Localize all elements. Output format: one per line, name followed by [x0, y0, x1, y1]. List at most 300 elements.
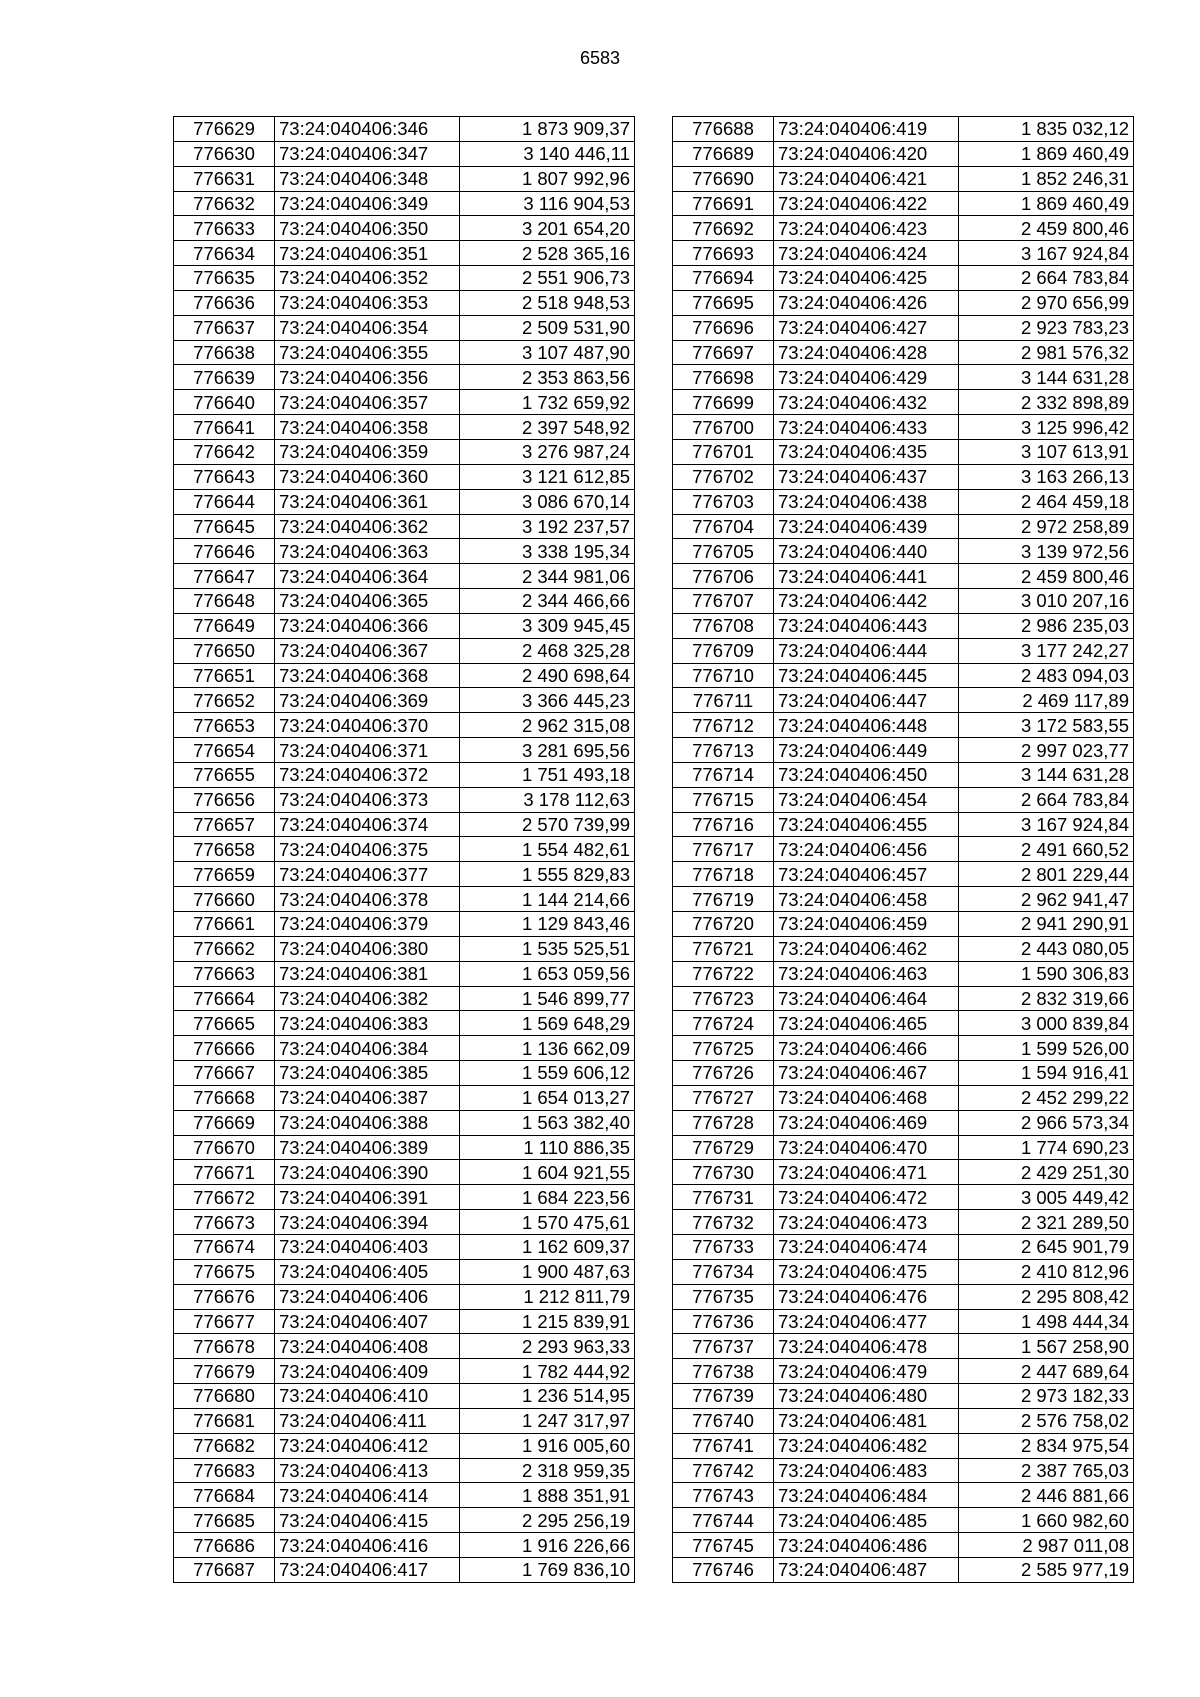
cadastral-number-cell: 73:24:040406:351: [275, 241, 460, 266]
table-row: [174, 390, 635, 415]
cadastral-number-cell: 73:24:040406:421: [774, 166, 959, 191]
cadastral-number-cell: 73:24:040406:347: [275, 141, 460, 166]
cadastral-number-cell: 73:24:040406:365: [275, 589, 460, 614]
value-cell: 2 962 941,47: [959, 887, 1134, 912]
table-row: [673, 1036, 1134, 1061]
cadastral-number-cell: 73:24:040406:478: [774, 1334, 959, 1359]
cadastral-number-cell: 73:24:040406:362: [275, 514, 460, 539]
value-cell: 2 973 182,33: [959, 1384, 1134, 1409]
table-row: [673, 340, 1134, 365]
value-cell: 3 178 112,63: [460, 787, 635, 812]
table-row: [174, 365, 635, 390]
value-cell: 1 852 246,31: [959, 166, 1134, 191]
cadastral-number-cell: 73:24:040406:419: [774, 117, 959, 142]
cadastral-number-cell: 73:24:040406:464: [774, 986, 959, 1011]
value-cell: 2 966 573,34: [959, 1110, 1134, 1135]
table-row: [174, 613, 635, 638]
cadastral-number-cell: 73:24:040406:379: [275, 912, 460, 937]
table-row: [174, 141, 635, 166]
table-row: [673, 1160, 1134, 1185]
value-cell: 2 295 256,19: [460, 1508, 635, 1533]
record-number-cell: 776656: [174, 787, 275, 812]
page-number: 6583: [579, 48, 621, 68]
record-number-cell: 776639: [174, 365, 275, 390]
record-number-cell: 776718: [673, 862, 774, 887]
value-cell: 2 452 299,22: [959, 1085, 1134, 1110]
value-cell: 2 832 319,66: [959, 986, 1134, 1011]
record-number-cell: 776745: [673, 1533, 774, 1558]
value-cell: 2 576 758,02: [959, 1408, 1134, 1433]
table-row: [673, 415, 1134, 440]
table-row: [673, 887, 1134, 912]
record-number-cell: 776645: [174, 514, 275, 539]
table-row: [174, 1408, 635, 1433]
value-cell: 1 873 909,37: [460, 117, 635, 142]
table-row: [174, 738, 635, 763]
cadastral-number-cell: 73:24:040406:427: [774, 315, 959, 340]
value-cell: 2 459 800,46: [959, 564, 1134, 589]
table-row: [673, 1135, 1134, 1160]
value-cell: 2 318 959,35: [460, 1458, 635, 1483]
record-number-cell: 776697: [673, 340, 774, 365]
value-cell: 1 136 662,09: [460, 1036, 635, 1061]
record-number-cell: 776722: [673, 961, 774, 986]
record-number-cell: 776642: [174, 439, 275, 464]
record-number-cell: 776728: [673, 1110, 774, 1135]
table-row: [174, 1557, 635, 1582]
record-number-cell: 776682: [174, 1433, 275, 1458]
cadastral-number-cell: 73:24:040406:409: [275, 1359, 460, 1384]
record-number-cell: 776684: [174, 1483, 275, 1508]
record-number-cell: 776667: [174, 1061, 275, 1086]
value-cell: 2 923 783,23: [959, 315, 1134, 340]
value-cell: 2 941 290,91: [959, 912, 1134, 937]
table-row: [174, 290, 635, 315]
cadastral-number-cell: 73:24:040406:394: [275, 1210, 460, 1235]
value-cell: 2 459 800,46: [959, 216, 1134, 241]
cadastral-number-cell: 73:24:040406:349: [275, 191, 460, 216]
cadastral-number-cell: 73:24:040406:348: [275, 166, 460, 191]
record-number-cell: 776707: [673, 589, 774, 614]
table-row: [673, 1433, 1134, 1458]
value-cell: 2 570 739,99: [460, 812, 635, 837]
table-row: [174, 986, 635, 1011]
value-cell: 1 916 226,66: [460, 1533, 635, 1558]
value-cell: 2 801 229,44: [959, 862, 1134, 887]
record-number-cell: 776649: [174, 613, 275, 638]
value-cell: 2 997 023,77: [959, 738, 1134, 763]
record-number-cell: 776663: [174, 961, 275, 986]
table-row: [673, 241, 1134, 266]
record-number-cell: 776715: [673, 787, 774, 812]
cadastral-number-cell: 73:24:040406:459: [774, 912, 959, 937]
record-number-cell: 776643: [174, 464, 275, 489]
value-cell: 2 962 315,08: [460, 713, 635, 738]
table-row: [673, 390, 1134, 415]
table-row: [673, 912, 1134, 937]
value-cell: 3 366 445,23: [460, 688, 635, 713]
record-number-cell: 776668: [174, 1085, 275, 1110]
value-cell: 3 201 654,20: [460, 216, 635, 241]
value-cell: 2 429 251,30: [959, 1160, 1134, 1185]
value-cell: 3 125 996,42: [959, 415, 1134, 440]
table-row: [673, 713, 1134, 738]
value-cell: 2 410 812,96: [959, 1259, 1134, 1284]
cadastral-number-cell: 73:24:040406:471: [774, 1160, 959, 1185]
value-cell: 2 387 765,03: [959, 1458, 1134, 1483]
cadastral-number-cell: 73:24:040406:441: [774, 564, 959, 589]
table-row: [673, 862, 1134, 887]
record-number-cell: 776743: [673, 1483, 774, 1508]
cadastral-number-cell: 73:24:040406:371: [275, 738, 460, 763]
record-number-cell: 776687: [174, 1557, 275, 1582]
cadastral-number-cell: 73:24:040406:448: [774, 713, 959, 738]
cadastral-number-cell: 73:24:040406:423: [774, 216, 959, 241]
table-row: [673, 738, 1134, 763]
cadastral-number-cell: 73:24:040406:358: [275, 415, 460, 440]
cadastral-number-cell: 73:24:040406:361: [275, 489, 460, 514]
value-cell: 3 140 446,11: [460, 141, 635, 166]
cadastral-number-cell: 73:24:040406:456: [774, 837, 959, 862]
table-row: [174, 1508, 635, 1533]
cadastral-number-cell: 73:24:040406:368: [275, 663, 460, 688]
record-number-cell: 776660: [174, 887, 275, 912]
value-cell: 1 162 609,37: [460, 1234, 635, 1259]
table-row: [673, 1533, 1134, 1558]
record-number-cell: 776655: [174, 762, 275, 787]
table-row: [174, 663, 635, 688]
cadastral-number-cell: 73:24:040406:389: [275, 1135, 460, 1160]
cadastral-number-cell: 73:24:040406:435: [774, 439, 959, 464]
record-number-cell: 776638: [174, 340, 275, 365]
cadastral-number-cell: 73:24:040406:417: [275, 1557, 460, 1582]
cadastral-number-cell: 73:24:040406:411: [275, 1408, 460, 1433]
table-row: [174, 415, 635, 440]
record-number-cell: 776730: [673, 1160, 774, 1185]
cadastral-number-cell: 73:24:040406:355: [275, 340, 460, 365]
cadastral-number-cell: 73:24:040406:352: [275, 266, 460, 291]
table-row: [174, 1259, 635, 1284]
value-cell: 1 888 351,91: [460, 1483, 635, 1508]
cadastral-number-cell: 73:24:040406:381: [275, 961, 460, 986]
cadastral-number-cell: 73:24:040406:422: [774, 191, 959, 216]
value-cell: 3 167 924,84: [959, 241, 1134, 266]
table-row: [673, 1384, 1134, 1409]
record-number-cell: 776690: [673, 166, 774, 191]
value-cell: 3 000 839,84: [959, 1011, 1134, 1036]
value-cell: 3 167 924,84: [959, 812, 1134, 837]
value-cell: 2 344 981,06: [460, 564, 635, 589]
cadastral-number-cell: 73:24:040406:470: [774, 1135, 959, 1160]
value-cell: 3 163 266,13: [959, 464, 1134, 489]
cadastral-number-cell: 73:24:040406:481: [774, 1408, 959, 1433]
table-row: [174, 1284, 635, 1309]
table-row: [673, 1061, 1134, 1086]
table-row: [673, 439, 1134, 464]
table-row: [174, 1210, 635, 1235]
table-row: [673, 1359, 1134, 1384]
record-number-cell: 776736: [673, 1309, 774, 1334]
cadastral-number-cell: 73:24:040406:483: [774, 1458, 959, 1483]
record-number-cell: 776725: [673, 1036, 774, 1061]
table-row: [673, 1309, 1134, 1334]
value-cell: 1 654 013,27: [460, 1085, 635, 1110]
value-cell: 2 509 531,90: [460, 315, 635, 340]
cadastral-number-cell: 73:24:040406:475: [774, 1259, 959, 1284]
value-cell: 1 535 525,51: [460, 936, 635, 961]
value-cell: 2 664 783,84: [959, 266, 1134, 291]
table-row: [174, 589, 635, 614]
table-row: [673, 663, 1134, 688]
cadastral-number-cell: 73:24:040406:454: [774, 787, 959, 812]
table-row: [673, 266, 1134, 291]
record-number-cell: 776659: [174, 862, 275, 887]
table-row: [174, 514, 635, 539]
cadastral-number-cell: 73:24:040406:385: [275, 1061, 460, 1086]
table-row: [174, 812, 635, 837]
value-cell: 1 563 382,40: [460, 1110, 635, 1135]
table-row: [673, 464, 1134, 489]
cadastral-number-cell: 73:24:040406:480: [774, 1384, 959, 1409]
record-number-cell: 776629: [174, 117, 275, 142]
table-row: [174, 216, 635, 241]
record-number-cell: 776672: [174, 1185, 275, 1210]
value-cell: 1 916 005,60: [460, 1433, 635, 1458]
table-row: [174, 1061, 635, 1086]
record-number-cell: 776709: [673, 638, 774, 663]
value-cell: 1 129 843,46: [460, 912, 635, 937]
record-number-cell: 776733: [673, 1234, 774, 1259]
cadastral-number-cell: 73:24:040406:425: [774, 266, 959, 291]
record-number-cell: 776703: [673, 489, 774, 514]
record-number-cell: 776652: [174, 688, 275, 713]
value-cell: 3 177 242,27: [959, 638, 1134, 663]
table-row: [673, 216, 1134, 241]
value-cell: 1 570 475,61: [460, 1210, 635, 1235]
table-row: [174, 489, 635, 514]
table-row: [673, 787, 1134, 812]
value-cell: 2 483 094,03: [959, 663, 1134, 688]
value-cell: 2 295 808,42: [959, 1284, 1134, 1309]
record-number-cell: 776681: [174, 1408, 275, 1433]
table-row: [673, 589, 1134, 614]
value-cell: 1 751 493,18: [460, 762, 635, 787]
value-cell: 2 321 289,50: [959, 1210, 1134, 1235]
value-cell: 1 498 444,34: [959, 1309, 1134, 1334]
record-number-cell: 776676: [174, 1284, 275, 1309]
record-number-cell: 776665: [174, 1011, 275, 1036]
record-number-cell: 776732: [673, 1210, 774, 1235]
value-cell: 3 192 237,57: [460, 514, 635, 539]
value-cell: 1 684 223,56: [460, 1185, 635, 1210]
value-cell: 2 518 948,53: [460, 290, 635, 315]
table-row: [673, 986, 1134, 1011]
value-cell: 1 835 032,12: [959, 117, 1134, 142]
table-row: [673, 812, 1134, 837]
record-number-cell: 776685: [174, 1508, 275, 1533]
table-row: [673, 564, 1134, 589]
cadastral-number-cell: 73:24:040406:479: [774, 1359, 959, 1384]
record-number-cell: 776712: [673, 713, 774, 738]
record-number-cell: 776737: [673, 1334, 774, 1359]
cadastral-number-cell: 73:24:040406:487: [774, 1557, 959, 1582]
cadastral-number-cell: 73:24:040406:474: [774, 1234, 959, 1259]
table-row: [174, 315, 635, 340]
table-row: [673, 1085, 1134, 1110]
value-cell: 1 236 514,95: [460, 1384, 635, 1409]
table-row: [174, 1433, 635, 1458]
table-row: [673, 1011, 1134, 1036]
table-row: [673, 837, 1134, 862]
table-row: [673, 166, 1134, 191]
table-row: [174, 1334, 635, 1359]
record-number-cell: 776693: [673, 241, 774, 266]
table-row: [174, 1135, 635, 1160]
record-number-cell: 776726: [673, 1061, 774, 1086]
value-cell: 2 469 117,89: [959, 688, 1134, 713]
record-number-cell: 776632: [174, 191, 275, 216]
table-row: [174, 439, 635, 464]
cadastral-number-cell: 73:24:040406:433: [774, 415, 959, 440]
cadastral-number-cell: 73:24:040406:372: [275, 762, 460, 787]
table-row: [673, 117, 1134, 142]
value-cell: 2 344 466,66: [460, 589, 635, 614]
value-cell: 1 144 214,66: [460, 887, 635, 912]
value-cell: 2 645 901,79: [959, 1234, 1134, 1259]
table-row: [174, 1384, 635, 1409]
record-number-cell: 776708: [673, 613, 774, 638]
cadastral-number-cell: 73:24:040406:472: [774, 1185, 959, 1210]
table-row: [174, 961, 635, 986]
value-cell: 1 900 487,63: [460, 1259, 635, 1284]
table-row: [174, 862, 635, 887]
table-row: [174, 1359, 635, 1384]
record-number-cell: 776705: [673, 539, 774, 564]
value-cell: 2 490 698,64: [460, 663, 635, 688]
record-number-cell: 776701: [673, 439, 774, 464]
table-row: [174, 241, 635, 266]
table-row: [673, 1185, 1134, 1210]
cadastral-number-cell: 73:24:040406:353: [275, 290, 460, 315]
cadastral-number-cell: 73:24:040406:405: [275, 1259, 460, 1284]
value-cell: 1 774 690,23: [959, 1135, 1134, 1160]
table-row: [174, 1483, 635, 1508]
value-cell: 1 732 659,92: [460, 390, 635, 415]
record-number-cell: 776662: [174, 936, 275, 961]
table-row: [174, 1458, 635, 1483]
value-cell: 3 010 207,16: [959, 589, 1134, 614]
record-number-cell: 776670: [174, 1135, 275, 1160]
record-number-cell: 776700: [673, 415, 774, 440]
table-row: [174, 837, 635, 862]
value-cell: 2 491 660,52: [959, 837, 1134, 862]
value-cell: 1 559 606,12: [460, 1061, 635, 1086]
table-row: [174, 912, 635, 937]
cadastral-number-cell: 73:24:040406:445: [774, 663, 959, 688]
table-row: [174, 936, 635, 961]
cadastral-number-cell: 73:24:040406:374: [275, 812, 460, 837]
record-number-cell: 776661: [174, 912, 275, 937]
cadastral-number-cell: 73:24:040406:359: [275, 439, 460, 464]
cadastral-number-cell: 73:24:040406:414: [275, 1483, 460, 1508]
value-cell: 3 276 987,24: [460, 439, 635, 464]
cadastral-number-cell: 73:24:040406:383: [275, 1011, 460, 1036]
cadastral-number-cell: 73:24:040406:467: [774, 1061, 959, 1086]
table-row: [174, 1533, 635, 1558]
record-number-cell: 776630: [174, 141, 275, 166]
cadastral-number-cell: 73:24:040406:412: [275, 1433, 460, 1458]
record-number-cell: 776735: [673, 1284, 774, 1309]
table-row: [673, 1483, 1134, 1508]
value-cell: 2 972 258,89: [959, 514, 1134, 539]
record-number-cell: 776738: [673, 1359, 774, 1384]
value-cell: 2 528 365,16: [460, 241, 635, 266]
record-number-cell: 776633: [174, 216, 275, 241]
table-row: [673, 638, 1134, 663]
value-cell: 1 569 648,29: [460, 1011, 635, 1036]
cadastral-number-cell: 73:24:040406:407: [275, 1309, 460, 1334]
record-number-cell: 776721: [673, 936, 774, 961]
table-row: [174, 166, 635, 191]
record-number-cell: 776646: [174, 539, 275, 564]
table-row: [174, 1185, 635, 1210]
cadastral-number-cell: 73:24:040406:428: [774, 340, 959, 365]
cadastral-number-cell: 73:24:040406:415: [275, 1508, 460, 1533]
cadastral-number-cell: 73:24:040406:350: [275, 216, 460, 241]
table-row: [174, 713, 635, 738]
table-row: [174, 887, 635, 912]
value-cell: 2 981 576,32: [959, 340, 1134, 365]
value-cell: 1 212 811,79: [460, 1284, 635, 1309]
record-number-cell: 776731: [673, 1185, 774, 1210]
table-row: [174, 688, 635, 713]
cadastral-number-cell: 73:24:040406:354: [275, 315, 460, 340]
value-cell: 1 653 059,56: [460, 961, 635, 986]
table-row: [673, 539, 1134, 564]
cadastral-number-cell: 73:24:040406:369: [275, 688, 460, 713]
record-number-cell: 776720: [673, 912, 774, 937]
left-table: [173, 116, 635, 1583]
cadastral-number-cell: 73:24:040406:439: [774, 514, 959, 539]
record-number-cell: 776704: [673, 514, 774, 539]
cadastral-number-cell: 73:24:040406:432: [774, 390, 959, 415]
cadastral-number-cell: 73:24:040406:444: [774, 638, 959, 663]
cadastral-number-cell: 73:24:040406:440: [774, 539, 959, 564]
table-row: [673, 1110, 1134, 1135]
cadastral-number-cell: 73:24:040406:466: [774, 1036, 959, 1061]
table-row: [174, 1085, 635, 1110]
record-number-cell: 776739: [673, 1384, 774, 1409]
record-number-cell: 776741: [673, 1433, 774, 1458]
record-number-cell: 776651: [174, 663, 275, 688]
value-cell: 3 121 612,85: [460, 464, 635, 489]
table-row: [673, 762, 1134, 787]
record-number-cell: 776679: [174, 1359, 275, 1384]
cadastral-number-cell: 73:24:040406:463: [774, 961, 959, 986]
record-number-cell: 776641: [174, 415, 275, 440]
record-number-cell: 776640: [174, 390, 275, 415]
value-cell: 1 660 982,60: [959, 1508, 1134, 1533]
cadastral-number-cell: 73:24:040406:373: [275, 787, 460, 812]
cadastral-number-cell: 73:24:040406:406: [275, 1284, 460, 1309]
record-number-cell: 776644: [174, 489, 275, 514]
cadastral-number-cell: 73:24:040406:363: [275, 539, 460, 564]
record-number-cell: 776634: [174, 241, 275, 266]
value-cell: 1 567 258,90: [959, 1334, 1134, 1359]
value-cell: 2 464 459,18: [959, 489, 1134, 514]
table-row: [673, 688, 1134, 713]
value-cell: 2 332 898,89: [959, 390, 1134, 415]
